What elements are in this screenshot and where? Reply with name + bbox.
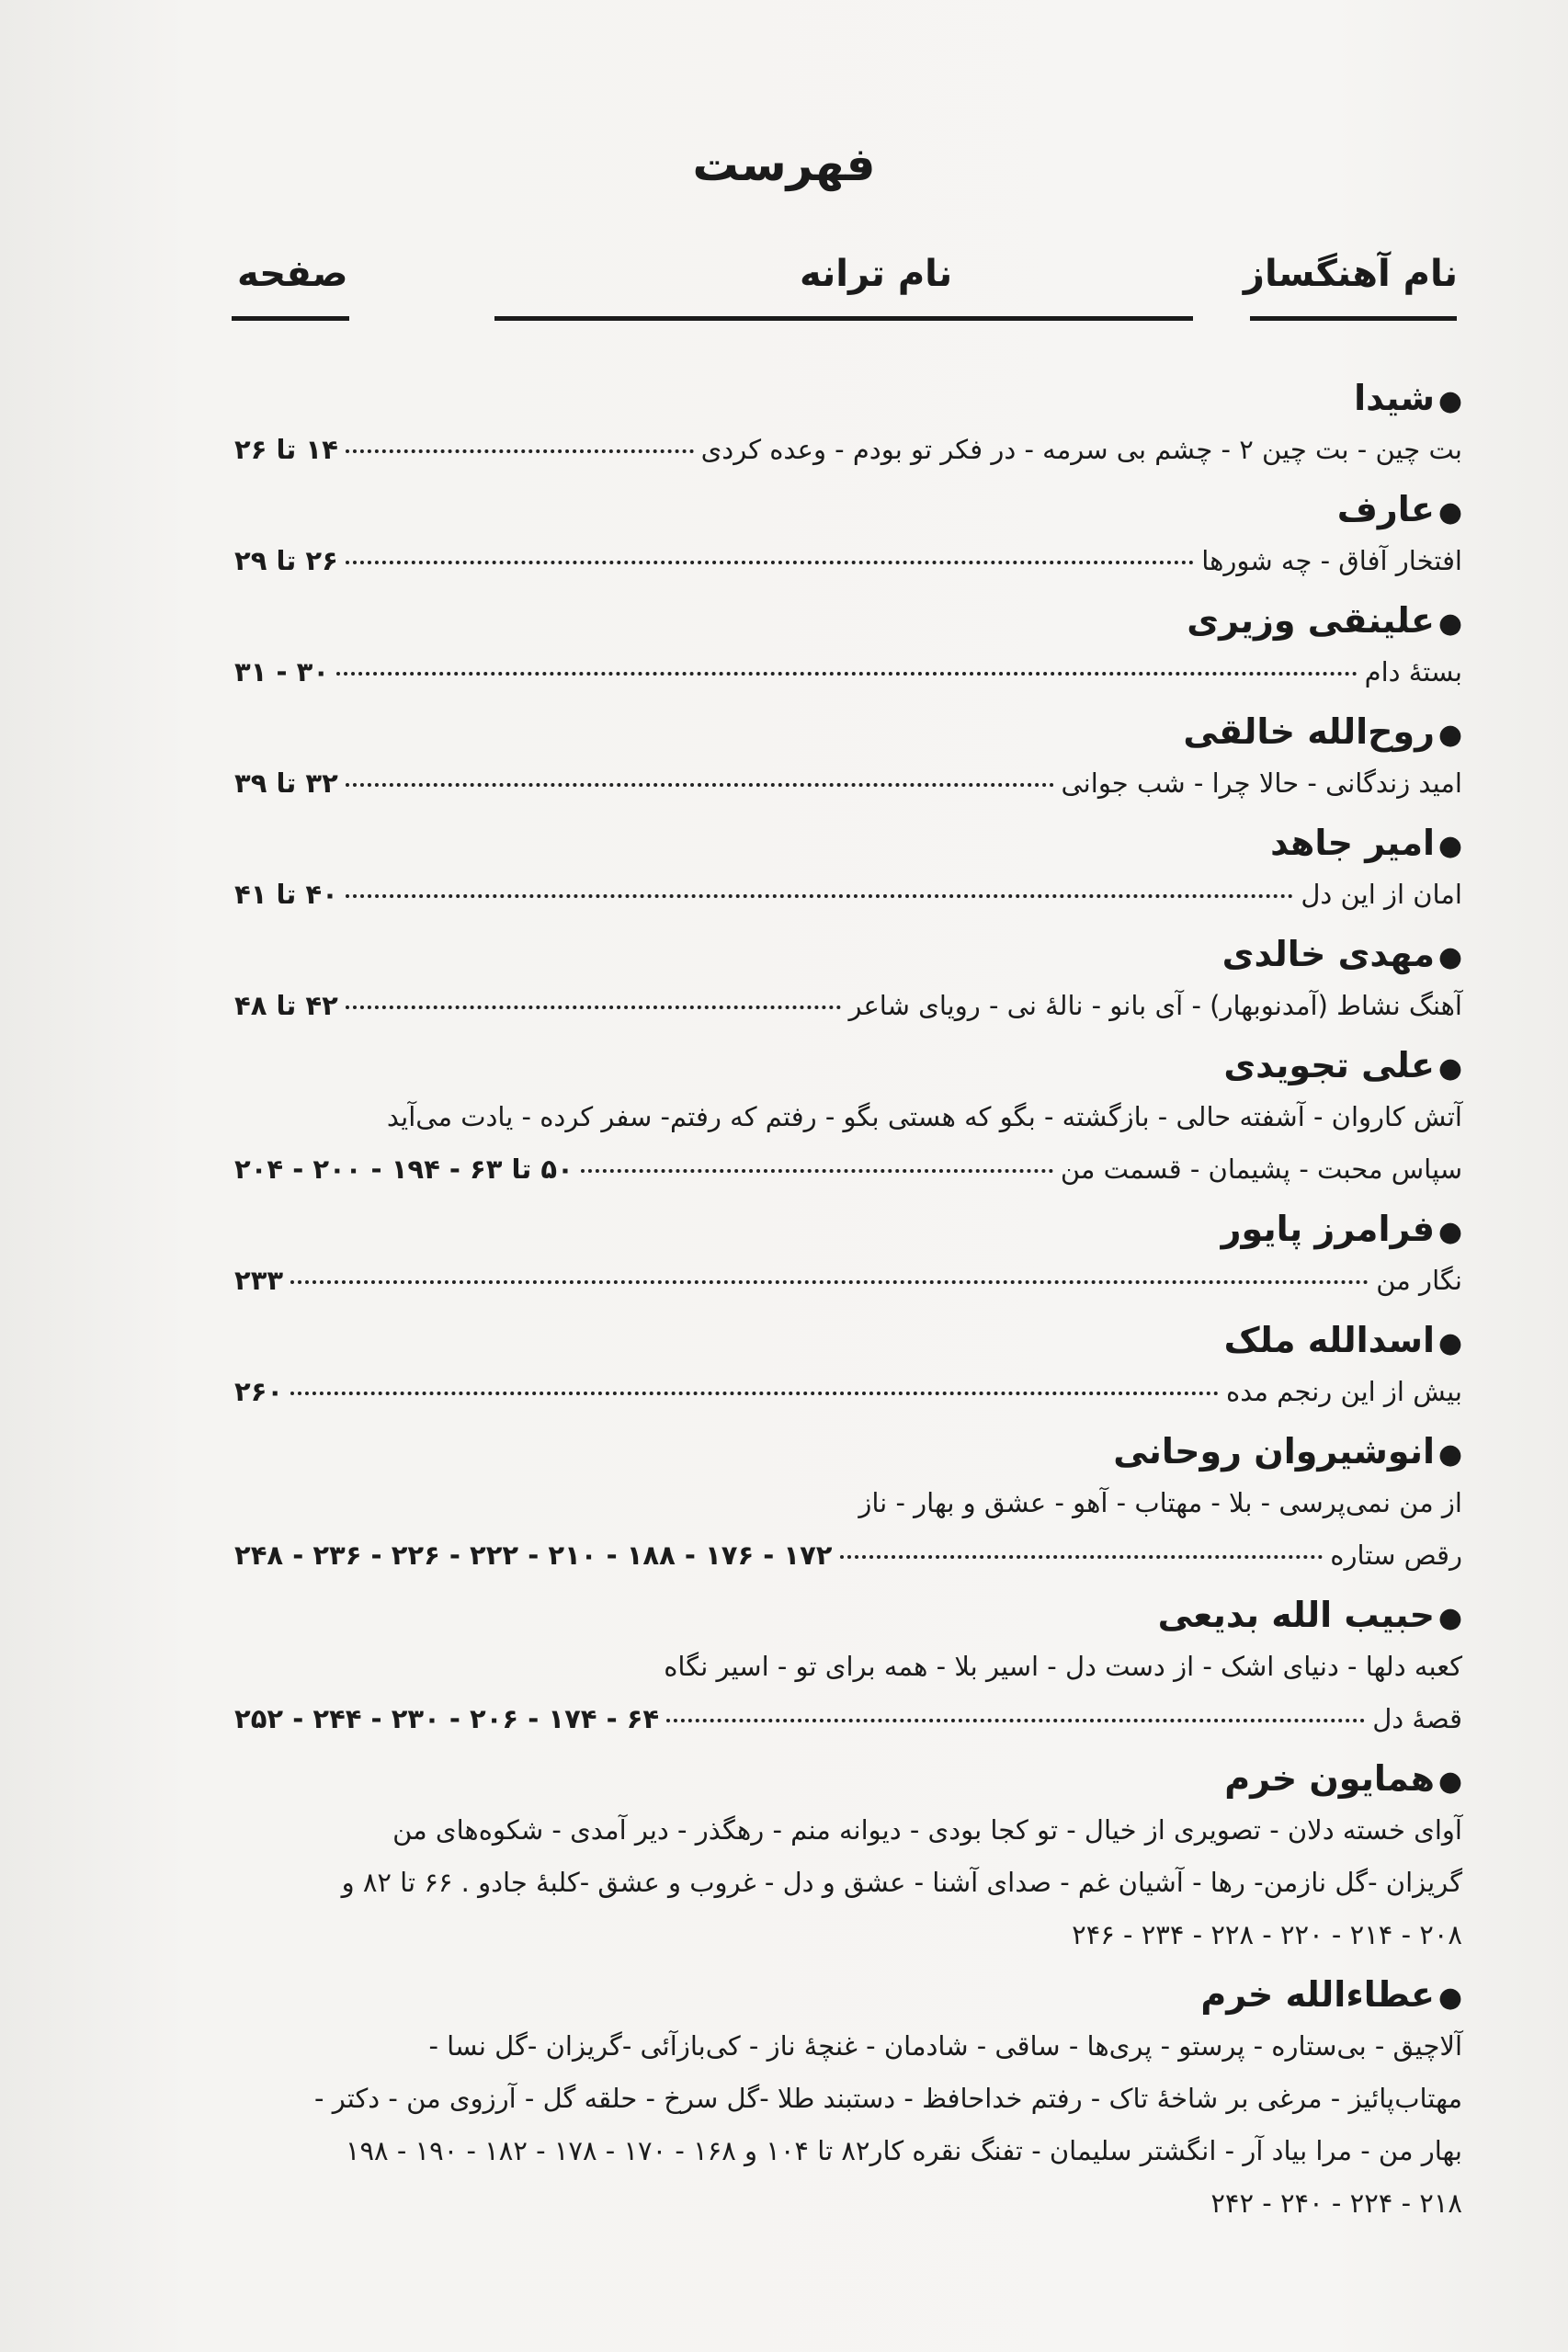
bullet-icon: ● xyxy=(1437,1327,1462,1359)
bullet-icon: ● xyxy=(1437,496,1462,528)
bullet-icon: ● xyxy=(1437,1602,1462,1634)
composer-name: ●علی تجویدی xyxy=(234,1040,1462,1091)
song-list-line: ۲۰۸ - ۲۱۴ - ۲۲۰ - ۲۲۸ - ۲۳۴ - ۲۴۶ xyxy=(1072,1919,1462,1950)
song-list-line: آلاچیق - بی‌ستاره - پرستو - پری‌ها - ساقی - شادمان - غنچهٔ ناز - کی‌بازآئی -گریزان -گل نسا - xyxy=(428,2030,1462,2062)
toc-row: بیش از این رنجم مده ۲۶۰ xyxy=(234,1376,1462,1407)
dot-leader xyxy=(290,1280,1369,1284)
page-header-rule xyxy=(232,316,349,321)
dot-leader xyxy=(346,894,1294,898)
toc-row: رقص ستاره ۱۷۲ - ۱۷۶ - ۱۸۸ - ۲۱۰ - ۲۲۲ - ۲۲۶ - ۲۳۶ - ۲۴۸ xyxy=(234,1540,1462,1571)
song-header-rule xyxy=(494,316,1193,321)
page-title: فهرست xyxy=(692,138,876,191)
toc-row: نگار من ۲۳۳ xyxy=(234,1265,1462,1296)
composer-name: ●مهدی خالدی xyxy=(234,928,1462,980)
song-list-line: از من نمی‌پرسی - بلا - مهتاب - آهو - عشق و بهار - ناز xyxy=(858,1487,1462,1518)
composer-name: ●شیدا xyxy=(234,372,1462,424)
dot-leader xyxy=(346,449,694,453)
dot-leader xyxy=(840,1555,1324,1559)
dot-leader xyxy=(336,672,1358,676)
bullet-icon: ● xyxy=(1437,719,1462,751)
toc-row: آهنگ نشاط (آمدنوبهار) - آی بانو - نالهٔ نی - رویای شاعر ۴۲ تا ۴۸ xyxy=(234,990,1462,1021)
composer-header-rule xyxy=(1250,316,1457,321)
dot-leader xyxy=(581,1169,1053,1173)
dot-leader xyxy=(666,1719,1365,1722)
dot-leader xyxy=(346,561,1194,564)
song-list-line: آوای خسته دلان - تصویری از خیال - تو کجا بودی - دیوانه منم - رهگذر - دیر آمدی - شکوه‌های من xyxy=(392,1814,1462,1846)
bullet-icon: ● xyxy=(1437,608,1462,640)
composer-name: ●اسدالله ملک xyxy=(234,1314,1462,1366)
composer-name: ●فرامرز پایور xyxy=(234,1203,1462,1255)
bullet-icon: ● xyxy=(1437,830,1462,862)
toc-row: بت چین - بت چین ۲ - چشم بی سرمه - در فکر تو بودم - وعده کردی ۱۴ تا ۲۶ xyxy=(234,434,1462,465)
composer-column-header: نام آهنگساز xyxy=(1243,253,1458,295)
composer-name: ●عطاءالله خرم xyxy=(234,1969,1462,2020)
table-of-contents xyxy=(234,372,1462,2230)
bullet-icon: ● xyxy=(1437,1766,1462,1798)
composer-name: ●علینقی وزیری xyxy=(234,595,1462,646)
song-list-line: کعبه دلها - دنیای اشک - از دست دل - اسیر بلا - همه برای تو - اسیر نگاه xyxy=(664,1651,1462,1682)
song-list-line: بهار من - مرا بیاد آر - انگشتر سلیمان - تفنگ نقره کار۸۲ تا ۱۰۴ و ۱۶۸ - ۱۷۰ - ۱۷۸ - ۱۸۲ - ۱۹۰ - ۱۹۸ xyxy=(345,2135,1462,2166)
song-list-line: مهتاب‌پائیز - مرغی بر شاخهٔ تاک - رفتم خداحافظ - دستبند طلا -گل سرخ - حلقه گل - آرزوی من - دکتر - xyxy=(314,2083,1462,2114)
composer-name: ●انوشیروان روحانی xyxy=(234,1426,1462,1477)
composer-name: ●روح‌الله خالقی xyxy=(234,706,1462,757)
dot-leader xyxy=(346,1006,842,1009)
dot-leader xyxy=(346,783,1054,787)
bullet-icon: ● xyxy=(1437,385,1462,417)
song-list-line: ۲۱۸ - ۲۲۴ - ۲۴۰ - ۲۴۲ xyxy=(1210,2187,1462,2219)
page-column-header: صفحه xyxy=(237,253,348,295)
bullet-icon: ● xyxy=(1437,1438,1462,1471)
composer-name: ●حبیب الله بدیعی xyxy=(234,1589,1462,1641)
toc-row: امان از این دل ۴۰ تا ۴۱ xyxy=(234,879,1462,910)
bullet-icon: ● xyxy=(1437,1982,1462,2014)
composer-name: ●امیر جاهد xyxy=(234,817,1462,869)
composer-name: ●عارف xyxy=(234,483,1462,535)
toc-row: بستهٔ دام ۳۰ - ۳۱ xyxy=(234,656,1462,687)
song-list-line: آتش کاروان - آشفته حالی - بازگشته - بگو که هستی بگو - رفتم که رفتم- سفر کرده - یادت می‌آید xyxy=(386,1101,1462,1132)
toc-row: قصهٔ دل ۶۴ - ۱۷۴ - ۲۰۶ - ۲۳۰ - ۲۴۴ - ۲۵۲ xyxy=(234,1703,1462,1734)
toc-row: امید زندگانی - حالا چرا - شب جوانی ۳۲ تا ۳۹ xyxy=(234,767,1462,799)
bullet-icon: ● xyxy=(1437,941,1462,973)
bullet-icon: ● xyxy=(1437,1052,1462,1085)
song-column-header: نام ترانه xyxy=(800,253,953,295)
composer-name: ●همایون خرم xyxy=(234,1753,1462,1804)
dot-leader xyxy=(290,1392,1219,1395)
bullet-icon: ● xyxy=(1437,1216,1462,1248)
song-list-line: گریزان -گل نازمن- رها - آشیان غم - صدای آشنا - عشق و دل - غروب و عشق -کلبهٔ جادو . ۶۶ تا ۸۲ و xyxy=(341,1867,1462,1898)
toc-row: سپاس محبت - پشیمان - قسمت من ۵۰ تا ۶۳ - ۱۹۴ - ۲۰۰ - ۲۰۴ xyxy=(234,1153,1462,1185)
toc-row: افتخار آفاق - چه شورها ۲۶ تا ۲۹ xyxy=(234,545,1462,576)
